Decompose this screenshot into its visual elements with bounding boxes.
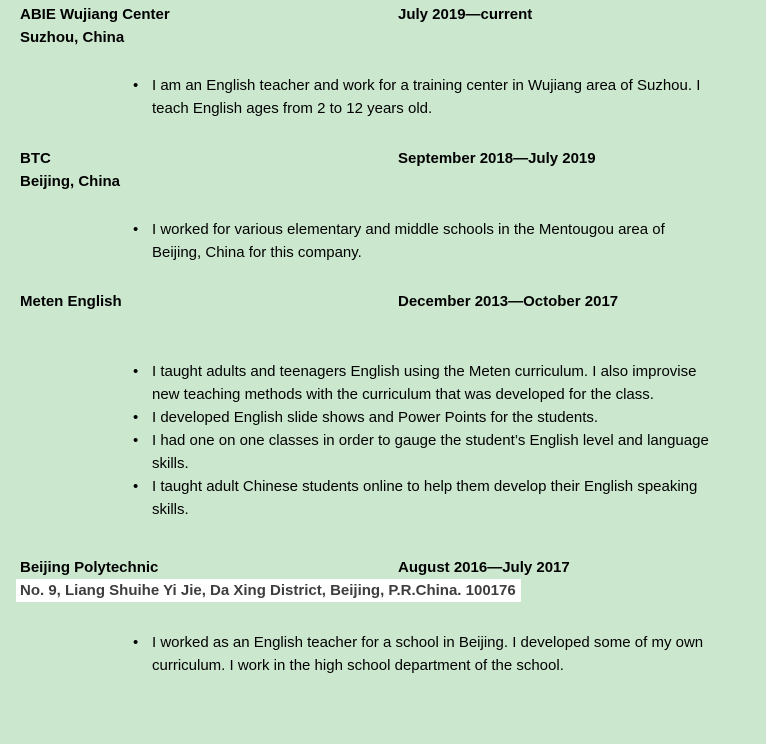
duty-item: • I taught adult Chinese students online to help them develop their English speaking skills. <box>152 475 710 521</box>
job-heading-row <box>0 556 766 579</box>
duty-item: • I am an English teacher and work for a training center in Wujiang area of Suzhou. I teach English ages from 2 to 12 years old. <box>152 74 710 120</box>
duty-item: • I worked for various elementary and middle schools in the Mentougou area of Beijing, China for this company. <box>152 218 710 264</box>
job-heading-row <box>0 147 766 170</box>
duty-item: • I worked as an English teacher for a school in Beijing. I developed some of my own curriculum. I work in the high school department of the school. <box>152 631 710 677</box>
employer-address-highlighted: No. 9, Liang Shuihe Yi Jie, Da Xing District, Beijing, P.R.China. 100176 <box>16 579 521 602</box>
employment-dates: September 2018—July 2019 <box>398 150 596 167</box>
employer-name: Beijing Polytechnic <box>20 559 159 576</box>
employment-dates: July 2019—current <box>398 6 533 23</box>
employment-dates: December 2013—October 2017 <box>398 293 619 310</box>
employer-name: ABIE Wujiang Center <box>20 6 170 23</box>
duty-item: • I had one on one classes in order to gauge the student’s English level and language skills. <box>152 429 710 475</box>
duty-list <box>0 218 710 264</box>
job-section-beijing-polytechnic <box>0 556 766 677</box>
employment-dates: August 2016—July 2017 <box>398 559 570 576</box>
job-heading-row <box>0 3 766 26</box>
job-section-meten <box>0 290 766 521</box>
job-section-abie <box>0 3 766 120</box>
duty-item: • I developed English slide shows and Power Points for the students. <box>152 406 710 429</box>
job-heading-row <box>0 290 766 313</box>
duty-item: • I taught adults and teenagers English using the Meten curriculum. I also improvise new teaching methods with the curriculum that was developed for the class. <box>152 360 710 406</box>
job-section-btc <box>0 147 766 264</box>
duty-list <box>0 74 710 120</box>
duty-list <box>0 631 710 677</box>
employer-name: BTC <box>20 150 51 167</box>
duty-list <box>0 360 710 521</box>
employer-location: Beijing, China <box>20 173 121 190</box>
employer-location: Suzhou, China <box>20 29 125 46</box>
employer-address-row <box>0 579 766 602</box>
employer-name: Meten English <box>20 293 122 310</box>
